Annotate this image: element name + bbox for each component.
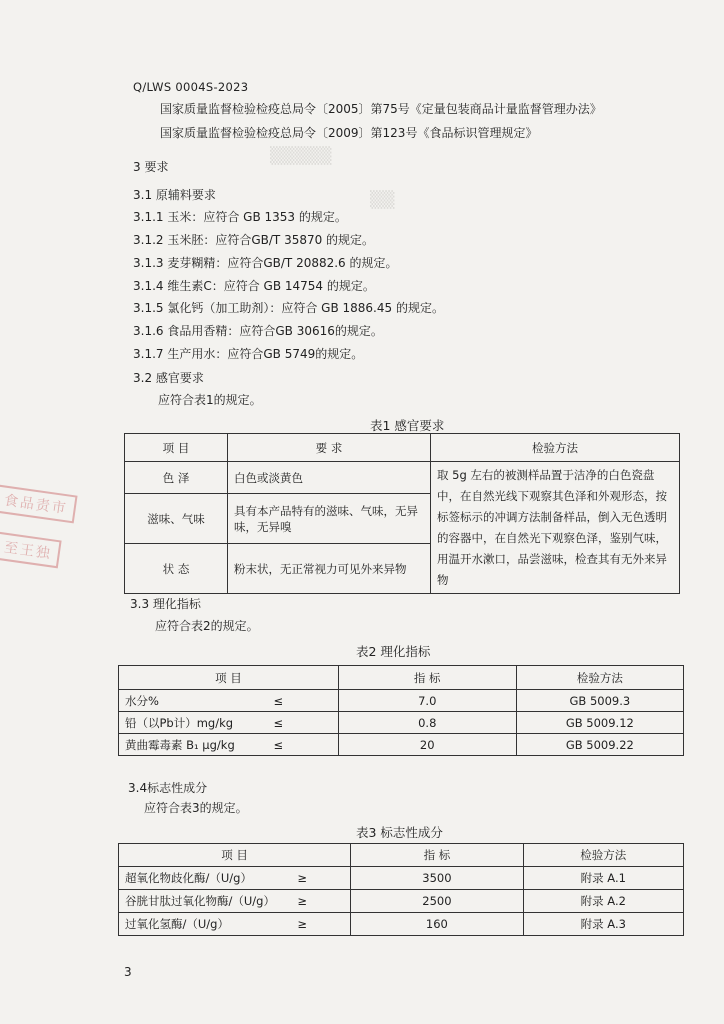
table-cell: 2500 — [351, 890, 523, 913]
table-header: 指 标 — [351, 844, 523, 867]
table-cell: 状 态 — [125, 544, 228, 594]
table-caption: 表3 标志性成分 — [356, 825, 443, 840]
table-cell: 色 泽 — [125, 462, 228, 494]
table-header: 检验方法 — [431, 434, 680, 462]
material-line: 3.1.6 食品用香精：应符合GB 30616的规定。 — [133, 324, 383, 338]
table-header: 指 标 — [338, 666, 516, 690]
table-cell: 附录 A.3 — [523, 913, 683, 936]
table-cell-operator: ≤ — [268, 690, 339, 712]
subsection-heading: 3.3 理化指标 — [130, 597, 201, 611]
table-cell: 160 — [351, 913, 523, 936]
table-cell: 水分% — [119, 690, 268, 712]
sensory-table — [124, 433, 680, 594]
table-header: 项 目 — [125, 434, 228, 462]
table-cell-operator: ≥ — [291, 913, 350, 936]
table-cell-operator: ≥ — [291, 890, 350, 913]
material-line: 3.1.2 玉米胚：应符合GB/T 35870 的规定。 — [133, 233, 375, 247]
table-header: 检验方法 — [523, 844, 683, 867]
red-stamp: 食品责市 — [0, 485, 78, 524]
table-cell: 具有本产品特有的滋味、气味，无异味，无异嗅 — [228, 494, 431, 544]
table-cell-method: 取 5g 左右的被测样品置于洁净的白色瓷盘中，在自然光线下观察其色泽和外观形态，按标签标示的冲调方法制备样品，倒入无色透明的容器中，在自然光下观察色泽，鉴别气味，用温开水漱口，品尝滋味，检查其有无外来异物 — [431, 462, 680, 594]
table-cell-operator: ≤ — [268, 734, 339, 756]
table-cell: GB 5009.22 — [516, 734, 683, 756]
table-cell: 7.0 — [338, 690, 516, 712]
table-cell: 20 — [338, 734, 516, 756]
body-text: 应符合表3的规定。 — [144, 801, 248, 815]
material-line: 3.1.1 玉米：应符合 GB 1353 的规定。 — [133, 210, 347, 224]
table-cell: GB 5009.12 — [516, 712, 683, 734]
table-cell: 滋味、气味 — [125, 494, 228, 544]
table-cell: 过氧化氢酶/（U/g） — [119, 913, 292, 936]
subsection-heading: 3.2 感官要求 — [133, 371, 204, 385]
table-cell: 黄曲霉毒素 B₁ μg/kg — [119, 734, 268, 756]
table-cell: 粉末状，无正常视力可见外来异物 — [228, 544, 431, 594]
table-cell: 超氧化物歧化酶/（U/g） — [119, 867, 292, 890]
subsection-heading: 3.4标志性成分 — [128, 781, 208, 795]
page-number: 3 — [124, 965, 132, 979]
table-cell: 3500 — [351, 867, 523, 890]
table-cell: 附录 A.1 — [523, 867, 683, 890]
material-line: 3.1.7 生产用水：应符合GB 5749的规定。 — [133, 347, 364, 361]
table-cell-operator: ≤ — [268, 712, 339, 734]
section-heading: 3 要求 — [133, 160, 169, 174]
marker-table — [118, 843, 684, 936]
table-header: 项 目 — [119, 844, 351, 867]
body-text: 应符合表2的规定。 — [155, 619, 259, 633]
material-line: 3.1.3 麦芽糊精：应符合GB/T 20882.6 的规定。 — [133, 256, 398, 270]
material-line: 3.1.4 维生素C：应符合 GB 14754 的规定。 — [133, 279, 375, 293]
reference-line: 国家质量监督检验检疫总局令〔2009〕第123号《食品标识管理规定》 — [160, 126, 538, 140]
table-cell-operator: ≥ — [291, 867, 350, 890]
table-cell: 谷胱甘肽过氧化物酶/（U/g） — [119, 890, 292, 913]
table-header: 检验方法 — [516, 666, 683, 690]
table-cell: 0.8 — [338, 712, 516, 734]
reference-line: 国家质量监督检验检疫总局令〔2005〕第75号《定量包装商品计量监督管理办法》 — [160, 102, 602, 116]
material-line: 3.1.5 氯化钙（加工助剂）：应符合 GB 1886.45 的规定。 — [133, 301, 444, 315]
physchem-table — [118, 665, 684, 756]
table-caption: 表2 理化指标 — [356, 644, 431, 659]
table-cell: GB 5009.3 — [516, 690, 683, 712]
body-text: 应符合表1的规定。 — [158, 393, 262, 407]
table-cell: 附录 A.2 — [523, 890, 683, 913]
standard-code: Q/LWS 0004S-2023 — [133, 80, 249, 94]
bleed-through-text: ▒▒▒▒▒ — [270, 146, 332, 165]
table-header: 项 目 — [119, 666, 339, 690]
table-cell: 白色或淡黄色 — [228, 462, 431, 494]
table-cell: 铅（以Pb计）mg/kg — [119, 712, 268, 734]
table-caption: 表1 感官要求 — [370, 418, 445, 433]
bleed-through-text: ▒▒ — [370, 190, 395, 209]
subsection-heading: 3.1 原辅料要求 — [133, 188, 216, 202]
table-header: 要 求 — [228, 434, 431, 462]
red-stamp: 至王独 — [0, 532, 62, 569]
